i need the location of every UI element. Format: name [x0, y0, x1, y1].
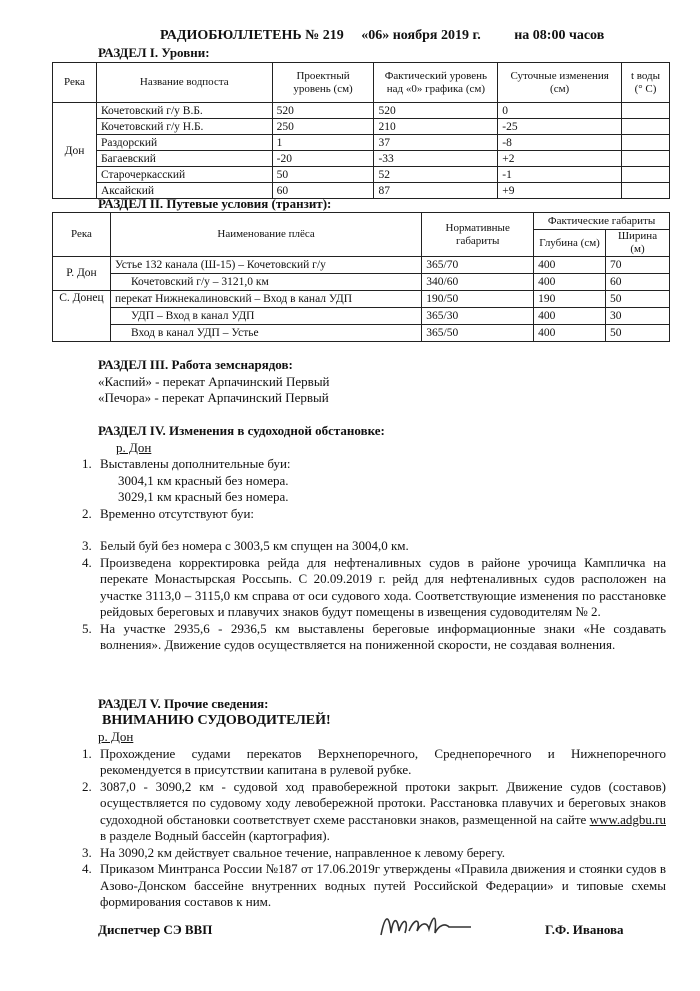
buoy-line: 3029,1 км красный без номера.: [118, 489, 289, 504]
list-item: 4. Приказом Минтранса России №187 от 17.06.2019г утверждены «Правила движения и стоянки судов в Азово-Донском бассейне внутренних водных путей Российской Федерации» и типовые схемы формирования составов к ним.: [82, 861, 666, 909]
list-item: 4. Произведена корректировка рейда для нефтеналивных судов в районе урочища Кампличка на перекате Монастырская Россыпь. С 20.09.2019 г. рейд для нефтеналивных судов расположен на участке 3113,0 – 3115,0 км справа от оси судового хода. Соответствующие изменения по расстановке рейдовых береговых и плавучих знаков будут помещены в извещения судоводителям № 2.: [82, 554, 666, 619]
post-cell: Старочеркасский: [96, 167, 272, 183]
bulletin-title: РАДИОБЮЛЛЕТЕНЬ № 219: [160, 28, 344, 43]
post-cell: Кочетовский г/у В.Б.: [96, 103, 272, 119]
dredger-line: «Каспий» - перекат Арпачинский Первый: [98, 373, 330, 389]
change-cell: -25: [498, 119, 622, 135]
project-cell: 50: [272, 167, 374, 183]
table-row: [53, 135, 670, 151]
section5-title: РАЗДЕЛ V. Прочие сведения:: [98, 696, 269, 711]
width-cell: 60: [606, 274, 670, 291]
depth-cell: 400: [534, 308, 606, 325]
table-row: [53, 308, 670, 325]
temp-cell: [622, 119, 670, 135]
table-row: [53, 151, 670, 167]
change-cell: -1: [498, 167, 622, 183]
actual-cell: -33: [374, 151, 498, 167]
reach-cell: Вход в канал УДП – Устье: [110, 325, 421, 342]
temp-cell: [622, 103, 670, 119]
project-cell: 1: [272, 135, 374, 151]
list-item: 3. Белый буй без номера с 3003,5 км спущен на 3004,0 км.: [82, 538, 409, 553]
reach-cell: Устье 132 канала (Ш-15) – Кочетовский г/у: [110, 257, 421, 274]
river-label: р. Дон: [98, 729, 134, 744]
section5: [82, 696, 666, 911]
river-cell: Р. Дон: [53, 257, 111, 291]
temp-cell: [622, 183, 670, 199]
temp-cell: [622, 167, 670, 183]
reach-cell: УДП – Вход в канал УДП: [110, 308, 421, 325]
post-cell: Аксайский: [96, 183, 272, 199]
levels-table: [52, 62, 670, 199]
temp-cell: [622, 151, 670, 167]
project-cell: -20: [272, 151, 374, 167]
table-row: [53, 325, 670, 342]
actual-cell: 87: [374, 183, 498, 199]
table-row: [53, 103, 670, 119]
section1-title: РАЗДЕЛ I. Уровни:: [98, 45, 210, 60]
signature-role: Диспетчер СЭ ВВП: [98, 922, 213, 937]
actual-cell: 520: [374, 103, 498, 119]
col-project: Проектный уровень (см): [272, 63, 374, 103]
section2-title: РАЗДЕЛ II. Путевые условия (транзит):: [98, 196, 332, 211]
post-cell: Раздорский: [96, 135, 272, 151]
project-cell: 250: [272, 119, 374, 135]
bulletin-time: на 08:00 часов: [514, 28, 605, 43]
col-reach: Наименование плёса: [110, 213, 421, 257]
dredger-line: «Печора» - перекат Арпачинский Первый: [98, 390, 329, 405]
section3: [98, 357, 666, 407]
col-post: Название водпоста: [96, 63, 272, 103]
list-item: 2. 3087,0 - 3090,2 км - судовой ход правобережной протоки закрыт. Движение судов (составов) осуществляется по судовому ходу левобережной протоки. Расстановка плавучих и береговых знаков судоходной обстановки соответствует схеме расстановки знаков, размещенной на сайте www.adgbu.ru в разделе Водный бассейн (картография).: [82, 778, 666, 843]
table-row: [53, 274, 670, 291]
reach-cell: перекат Нижнекалиновский – Вход в канал УДП: [110, 291, 421, 308]
width-cell: 30: [606, 308, 670, 325]
norm-cell: 190/50: [422, 291, 534, 308]
change-cell: +9: [498, 183, 622, 199]
col-depth: Глубина (см): [534, 230, 606, 257]
bulletin-header: [160, 28, 608, 44]
attention-heading: ВНИМАНИЮ СУДОВОДИТЕЛЕЙ!: [102, 712, 331, 728]
col-norm: Нормативные габариты: [422, 213, 534, 257]
post-cell: Кочетовский г/у Н.Б.: [96, 119, 272, 135]
table-row: [53, 257, 670, 274]
norm-cell: 365/30: [422, 308, 534, 325]
project-cell: 520: [272, 103, 374, 119]
bulletin-date: «06» ноября 2019 г.: [361, 28, 481, 43]
buoy-line: 3004,1 км красный без номера.: [118, 472, 289, 488]
table-row: [53, 291, 670, 308]
col-temp: t воды (° С): [622, 63, 670, 103]
table-row: [53, 167, 670, 183]
section4: [82, 423, 666, 654]
norm-cell: 340/60: [422, 274, 534, 291]
col-river: Река: [53, 63, 97, 103]
table-row: [53, 119, 670, 135]
change-cell: -8: [498, 135, 622, 151]
actual-cell: 37: [374, 135, 498, 151]
depth-cell: 400: [534, 257, 606, 274]
actual-cell: 210: [374, 119, 498, 135]
width-cell: 70: [606, 257, 670, 274]
project-cell: 60: [272, 183, 374, 199]
reach-cell: Кочетовский г/у – 3121,0 км: [110, 274, 421, 291]
actual-cell: 52: [374, 167, 498, 183]
col-river: Река: [53, 213, 111, 257]
route-conditions-table: [52, 212, 670, 342]
post-cell: Багаевский: [96, 151, 272, 167]
temp-cell: [622, 135, 670, 151]
list-item: 1. Прохождение судами перекатов Верхнепоречного, Среднепоречного и Нижнепоречного рекомендуется в присутствии капитана в рулевой рубке.: [82, 745, 666, 777]
change-cell: +2: [498, 151, 622, 167]
list-item: 2. Временно отсутствуют буи:: [82, 505, 255, 521]
list-item: 3. На 3090,2 км действует свальное течение, направленное к левому берегу.: [82, 844, 505, 860]
section4-title: РАЗДЕЛ IV. Изменения в судоходной обстановке:: [98, 423, 385, 438]
col-change: Суточные изменения (см): [498, 63, 622, 103]
list-item: 1. Выставлены дополнительные буи:: [82, 456, 291, 471]
depth-cell: 190: [534, 291, 606, 308]
norm-cell: 365/50: [422, 325, 534, 342]
section3-title: РАЗДЕЛ III. Работа земснарядов:: [98, 357, 293, 372]
handwritten-signature-icon: [375, 905, 485, 945]
river-cell: С. Донец: [53, 291, 111, 342]
depth-cell: 400: [534, 325, 606, 342]
norm-cell: 365/70: [422, 257, 534, 274]
change-cell: 0: [498, 103, 622, 119]
river-label: р. Дон: [116, 439, 152, 455]
width-cell: 50: [606, 291, 670, 308]
width-cell: 50: [606, 325, 670, 342]
signatory-name: Г.Ф. Иванова: [545, 922, 624, 937]
river-cell: Дон: [53, 103, 97, 199]
site-link[interactable]: www.adgbu.ru: [589, 811, 666, 827]
depth-cell: 400: [534, 274, 606, 291]
col-width: Ширина (м): [606, 230, 670, 257]
col-actual: Фактический уровень над «0» графика (см): [374, 63, 498, 103]
col-actual: Фактические габариты: [534, 213, 670, 230]
list-item: 5. На участке 2935,6 - 2936,5 км выставлены береговые информационные знаки «Не создавать волнения». Движение судов осуществляется на пониженной скорости, не создавая волнения.: [82, 620, 666, 652]
